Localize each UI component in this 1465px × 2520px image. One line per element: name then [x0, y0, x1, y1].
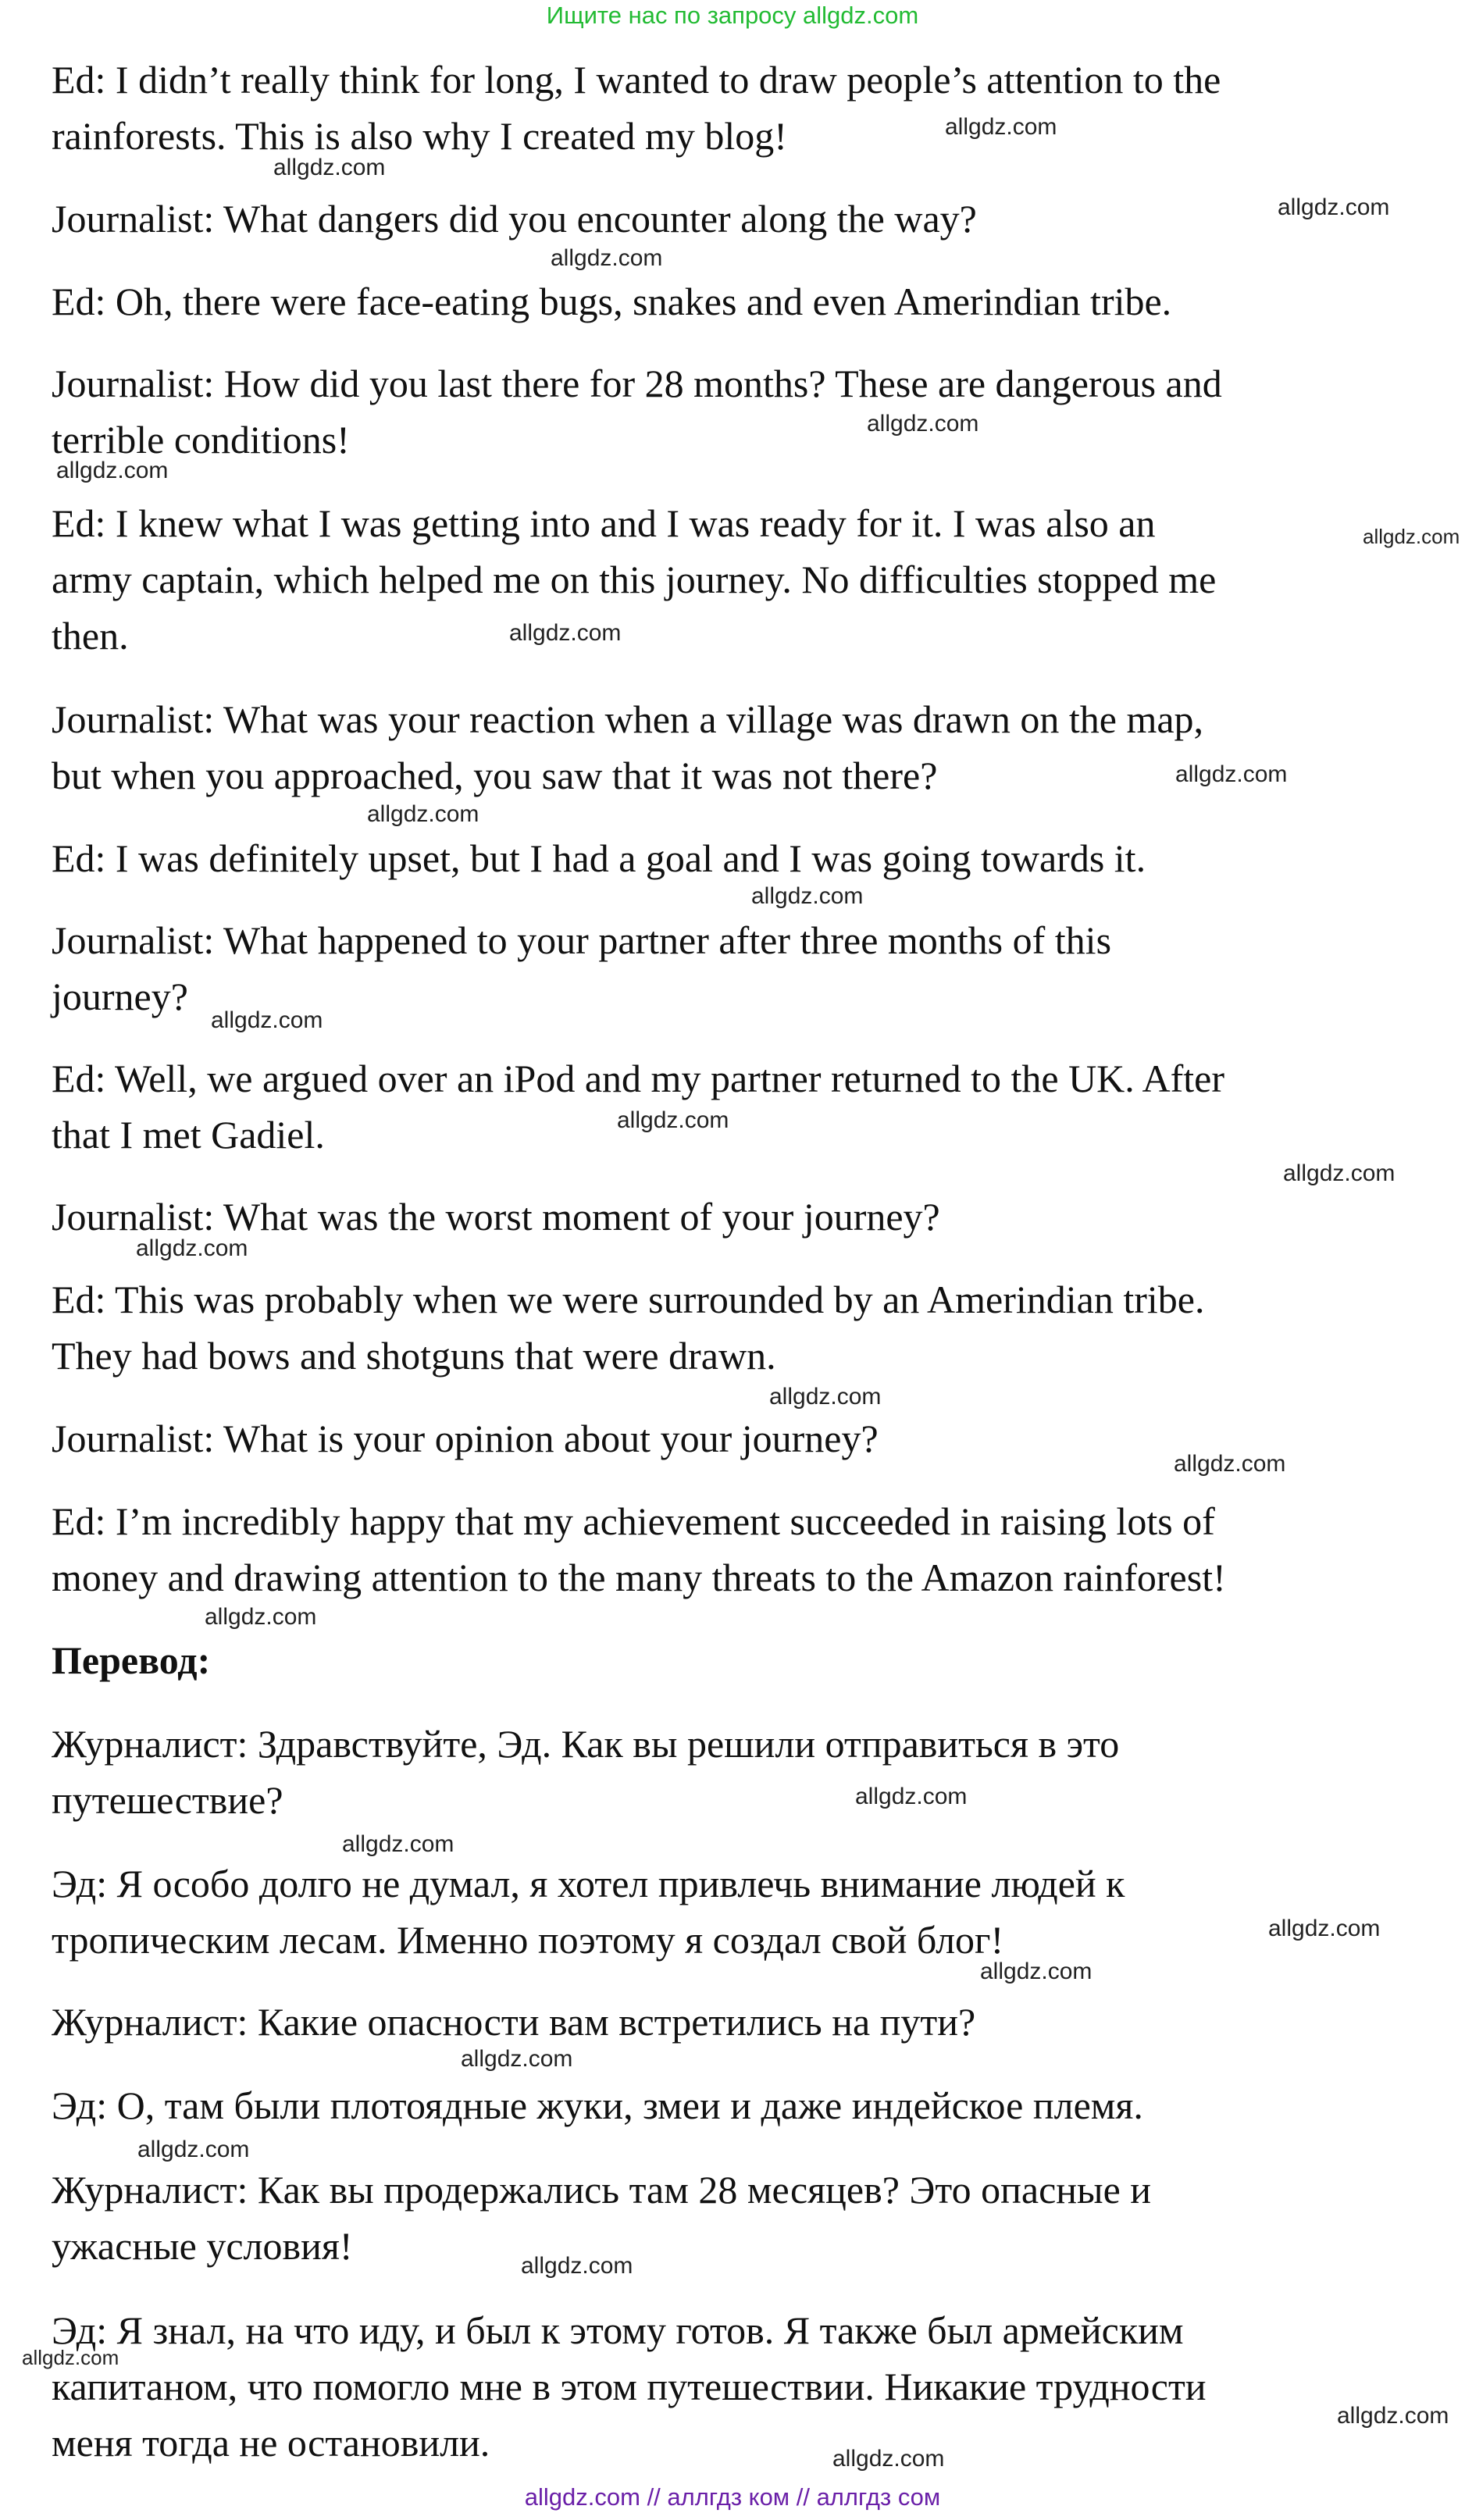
text-line: Журналист: Здравствуйте, Эд. Как вы решили отправиться в это: [52, 1722, 1120, 1766]
text-line: Эд: Я знал, на что иду, и был к этому готов. Я также был армейским: [52, 2308, 1184, 2352]
watermark: allgdz.com: [137, 2137, 250, 2162]
text-line: Ed: I’m incredibly happy that my achievement succeeded in raising lots of: [52, 1499, 1215, 1543]
text-line: Journalist: What was your reaction when a village was drawn on the map,: [52, 697, 1204, 741]
text-line: Journalist: What is your opinion about your journey?: [52, 1417, 879, 1460]
watermark: allgdz.com: [1268, 1916, 1381, 1941]
dialogue-en-9: [52, 1050, 1426, 1163]
text-line: тропическим лесам. Именно поэтому я создал свой блог!: [52, 1918, 1004, 1962]
watermark: allgdz.com: [22, 2346, 119, 2369]
watermark: allgdz.com: [551, 245, 663, 271]
dialogue-en-1: [52, 52, 1426, 164]
text-line: Ed: Oh, there were face-eating bugs, snakes and even Amerindian tribe.: [52, 280, 1172, 323]
watermark: allgdz.com: [342, 1831, 454, 1857]
watermark: allgdz.com: [867, 411, 979, 437]
dialogue-en-3: [52, 273, 1426, 330]
watermark: allgdz.com: [1175, 761, 1288, 787]
text-line: путешествие?: [52, 1778, 283, 1822]
text-line: army captain, which helped me on this journey. No difficulties stopped me: [52, 558, 1217, 601]
text-line: Ed: This was probably when we were surrounded by an Amerindian tribe.: [52, 1278, 1205, 1321]
dialogue-ru-4: [52, 2077, 1426, 2133]
dialogue-ru-1: [52, 1716, 1426, 1828]
watermark: allgdz.com: [211, 1007, 323, 1033]
dialogue-ru-3: [52, 1994, 1426, 2050]
text-line: ужасные условия!: [52, 2224, 353, 2268]
text-line: капитаном, что помогло мне в этом путешествии. Никакие трудности: [52, 2365, 1207, 2408]
text-line: that I met Gadiel.: [52, 1113, 325, 1157]
watermark: allgdz.com: [980, 1959, 1093, 1984]
text-line: Эд: О, там были плотоядные жуки, змеи и даже индейское племя.: [52, 2083, 1143, 2127]
text-line: Journalist: How did you last there for 28 months? These are dangerous and: [52, 362, 1222, 405]
watermark: allgdz.com: [1337, 2403, 1449, 2429]
watermark: allgdz.com: [367, 801, 479, 827]
watermark: allgdz.com: [1283, 1160, 1395, 1186]
text-line: Ed: Well, we argued over an iPod and my partner returned to the UK. After: [52, 1057, 1225, 1100]
footer-links[interactable]: allgdz.com // аллгдз ком // аллгдз сом: [524, 2483, 941, 2511]
watermark: allgdz.com: [461, 2046, 573, 2072]
translation-heading: Перевод:: [52, 1638, 211, 1682]
watermark: allgdz.com: [509, 620, 622, 646]
watermark: allgdz.com: [1278, 194, 1390, 220]
text-line: Ed: I knew what I was getting into and I was ready for it. I was also an: [52, 501, 1156, 545]
text-line: Журналист: Какие опасности вам встретились на пути?: [52, 2000, 976, 2044]
watermark: allgdz.com: [1174, 1451, 1286, 1477]
watermark: allgdz.com: [945, 114, 1057, 140]
watermark: allgdz.com: [521, 2253, 633, 2279]
watermark: allgdz.com: [56, 458, 169, 483]
dialogue-en-2: [52, 191, 1426, 247]
watermark: allgdz.com: [205, 1604, 317, 1630]
text-line: Journalist: What dangers did you encounter along the way?: [52, 197, 977, 241]
dialogue-en-13: [52, 1493, 1426, 1606]
text-line: then.: [52, 614, 129, 658]
text-line: journey?: [52, 975, 188, 1018]
watermark: allgdz.com: [855, 1784, 968, 1809]
text-line: money and drawing attention to the many threats to the Amazon rainforest!: [52, 1556, 1226, 1599]
dialogue-en-7: [52, 830, 1426, 886]
dialogue-en-11: [52, 1271, 1426, 1384]
watermark: allgdz.com: [273, 155, 386, 180]
text-line: Журналист: Как вы продержались там 28 месяцев? Это опасные и: [52, 2168, 1152, 2212]
watermark: allgdz.com: [617, 1107, 729, 1133]
text-line: terrible conditions!: [52, 418, 350, 462]
watermark: allgdz.com: [136, 1235, 248, 1261]
dialogue-ru-2: [52, 1855, 1426, 1968]
text-line: They had bows and shotguns that were drawn.: [52, 1334, 776, 1378]
watermark: allgdz.com: [769, 1384, 882, 1410]
dialogue-ru-6: [52, 2302, 1426, 2471]
dialogue-ru-5: [52, 2162, 1426, 2274]
watermark: allgdz.com: [751, 883, 864, 909]
text-line: Эд: Я особо долго не думал, я хотел привлечь внимание людей к: [52, 1862, 1125, 1905]
watermark: allgdz.com: [1363, 525, 1460, 548]
dialogue-en-5: [52, 495, 1426, 664]
dialogue-en-10: [52, 1189, 1426, 1245]
search-hint-link[interactable]: Ищите нас по запросу allgdz.com: [546, 2, 919, 29]
text-line: Ed: I was definitely upset, but I had a goal and I was going towards it.: [52, 836, 1146, 880]
text-line: меня тогда не остановили.: [52, 2421, 490, 2465]
watermark: allgdz.com: [832, 2446, 945, 2472]
text-line: Journalist: What happened to your partner after three months of this: [52, 918, 1112, 962]
text-line: rainforests. This is also why I created my blog!: [52, 114, 787, 158]
text-line: Ed: I didn’t really think for long, I wanted to draw people’s attention to the: [52, 58, 1221, 102]
text-line: Journalist: What was the worst moment of your journey?: [52, 1195, 940, 1239]
text-line: but when you approached, you saw that it was not there?: [52, 754, 938, 797]
dialogue-en-4: [52, 355, 1426, 468]
